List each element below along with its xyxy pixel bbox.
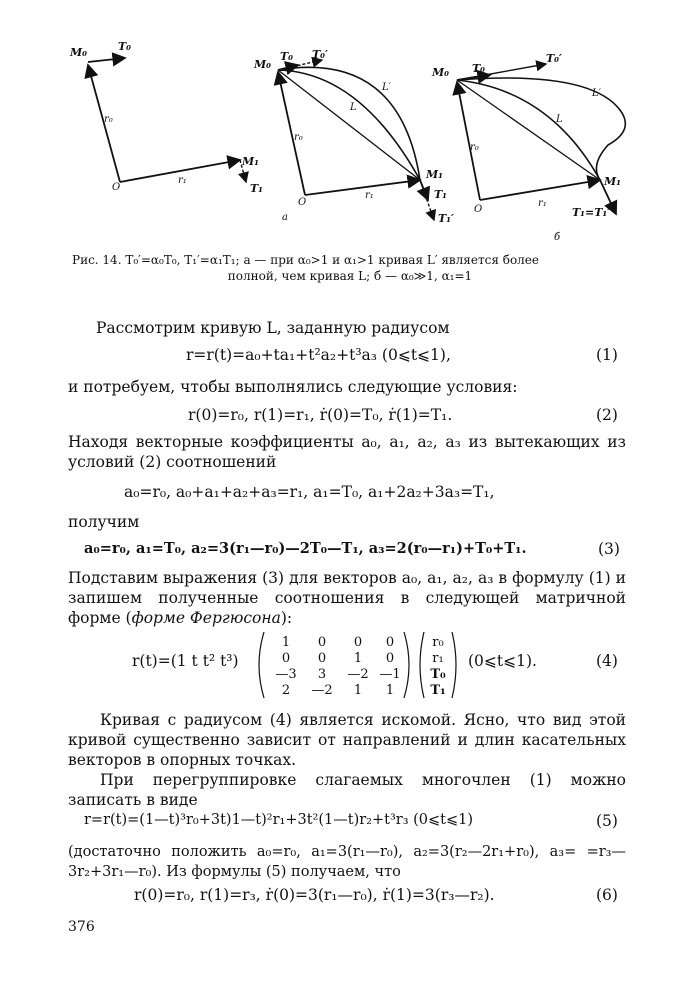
paragraph-4: получим <box>68 513 140 531</box>
matrix-cell: 1 <box>353 651 363 666</box>
paragraph-8: (достаточно положить a₀=r₀, a₁=3(r₁—r₀), a₂=3(r₂—2r₁+r₀), a₃= =r₃—3r₂+3r₁—r₀). Из формулы (5) получаем, что <box>68 844 626 880</box>
paragraph-5-emphasis: форме Фергюсона <box>131 609 281 627</box>
label-M1-b: M₁ <box>604 175 621 188</box>
label-r0: r₀ <box>104 114 113 125</box>
matrix-cell: 0 <box>385 651 395 666</box>
label-r0-a: r₀ <box>294 132 303 143</box>
vector-right-paren <box>452 632 456 698</box>
vector-cell: T₀ <box>430 667 446 682</box>
matrix-cell: —3 <box>275 667 297 682</box>
matrix-cell: 1 <box>281 635 291 650</box>
label-O-a: O <box>298 197 307 208</box>
label-T0p-a: T₀′ <box>312 48 328 61</box>
equation-4-condition: (0⩽t⩽1). <box>468 652 537 670</box>
label-M0-b: M₀ <box>432 66 449 79</box>
equation-4-number: (4) <box>596 652 618 670</box>
label-r1-b: r₁ <box>538 198 547 209</box>
label-O: O <box>112 182 121 193</box>
label-T0-a: T₀ <box>280 50 294 63</box>
equation-2: r(0)=r₀, r(1)=r₁, ṙ(0)=T₀, ṙ(1)=T₁. <box>188 406 453 424</box>
paragraph-5-text: Подставим выражения (3) для векторов a₀, a₁, a₂, a₃ в формулу (1) и запишем полученные соотношения в следующей матричной форме ( <box>68 569 626 627</box>
matrix-cell: 1 <box>385 683 395 698</box>
equation-3: a₀=r₀, a₁=T₀, a₂=3(r₁—r₀)—2T₀—T₁, a₃=2(r₀—r₁)+T₀+T₁. <box>84 540 527 557</box>
r0-vector-b <box>457 82 480 200</box>
paragraph-5-end: ): <box>280 609 293 627</box>
vector-cell: r₁ <box>432 651 444 666</box>
chord-b <box>457 80 600 180</box>
paragraph-3: Находя векторные коэффициенты a₀, a₁, a₂, a₃ из вытекающих из условий (2) соотношений <box>68 433 626 471</box>
equation-6-number: (6) <box>596 886 618 904</box>
label-Lp-a: L′ <box>382 82 391 93</box>
label-T0p-b: T₀′ <box>546 52 562 65</box>
paragraph-5 <box>68 568 626 628</box>
matrix-cell: —2 <box>347 667 369 682</box>
paragraph-2: и потребуем, чтобы выполнялись следующие условия: <box>68 378 518 396</box>
label-M0: M₀ <box>70 46 87 59</box>
panel-left <box>69 40 263 195</box>
label-T1p-a: T₁′ <box>438 212 454 225</box>
figure-caption <box>72 252 628 284</box>
label-M0-a: M₀ <box>254 58 271 71</box>
vector-diagram <box>60 30 640 245</box>
r1-vector-b <box>480 180 600 200</box>
matrix-cell: —1 <box>379 667 401 682</box>
matrix-cell: 0 <box>281 651 291 666</box>
equation-1-number: (1) <box>596 346 618 364</box>
label-L-a: L <box>350 102 357 113</box>
paragraph-6: Кривая с радиусом (4) является искомой. Ясно, что вид этой кривой существенно зависит от направлений и длин касательных векторов в опорных точках. <box>68 711 626 769</box>
T1p-vector-a <box>420 180 434 220</box>
label-Lp-b: L′ <box>592 88 601 99</box>
vector-left-paren <box>420 632 424 698</box>
panel-b <box>431 52 625 243</box>
chord-a <box>278 70 420 180</box>
label-T1: T₁ <box>250 182 264 195</box>
panel-a <box>253 48 454 225</box>
label-panel-a: а <box>282 212 288 223</box>
label-L-b: L <box>556 114 563 125</box>
page-number: 376 <box>68 919 95 935</box>
equation-2-number: (2) <box>596 406 618 424</box>
caption-line-2: полной, чем кривая L; б — α₀≫1, α₁=1 <box>227 269 473 283</box>
equation-5-number: (5) <box>596 812 618 830</box>
matrix-left-paren <box>259 632 264 698</box>
label-O-b: O <box>474 204 483 215</box>
label-panel-b: б <box>554 232 561 243</box>
equation-5: r=r(t)=(1—t)³r₀+3t)1—t)²r₁+3t²(1—t)r₂+t³r₃ (0⩽t⩽1) <box>84 812 474 828</box>
vector-cell: r₀ <box>432 635 444 650</box>
caption-line-1: Рис. 14. T₀′=α₀T₀, T₁′=α₁T₁; а — при α₀>1 и α₁>1 кривая L′ является более <box>72 253 539 267</box>
matrix-cell: 1 <box>353 683 363 698</box>
vector-cell: T₁ <box>430 683 446 698</box>
equation-6: r(0)=r₀, r(1)=r₃, ṙ(0)=3(r₁—r₀), ṙ(1)=3(r₃—r₂). <box>134 886 495 904</box>
paragraph-1: Рассмотрим кривую L, заданную радиусом <box>96 319 450 337</box>
matrix-cell: 0 <box>317 635 327 650</box>
T0-vector <box>88 58 125 62</box>
matrix-cell: 2 <box>281 683 291 698</box>
label-M1: M₁ <box>242 155 259 168</box>
matrix-cell: 0 <box>385 635 395 650</box>
paragraph-7: При перегруппировке слагаемых многочлен (1) можно записать в виде <box>68 771 626 809</box>
equation-3-number: (3) <box>598 540 620 558</box>
matrix-cell: 0 <box>317 651 327 666</box>
label-r1: r₁ <box>178 175 187 186</box>
equation-3a: a₀=r₀, a₀+a₁+a₂+a₃=r₁, a₁=T₀, a₁+2a₂+3a₃=T₁, <box>124 483 495 501</box>
equation-4-left: r(t)=(1 t t² t³) <box>132 652 239 670</box>
matrix-cell: —2 <box>311 683 333 698</box>
label-T0-b: T₀ <box>472 62 486 75</box>
label-M1-a: M₁ <box>426 168 443 181</box>
matrix-cell: 3 <box>317 667 327 682</box>
label-r0-b: r₀ <box>470 142 479 153</box>
figure-14 <box>60 30 640 245</box>
label-T1-a: T₁ <box>434 188 448 201</box>
matrix-right-paren <box>404 632 409 698</box>
matrix-cell: 0 <box>353 635 363 650</box>
label-T1eq-b: T₁=T₁′ <box>572 206 611 219</box>
label-r1-a: r₁ <box>365 190 374 201</box>
r1-vector-a <box>305 180 420 195</box>
label-T0: T₀ <box>118 40 132 53</box>
equation-1: r=r(t)=a₀+ta₁+t²a₂+t³a₃ (0⩽t⩽1), <box>186 346 451 364</box>
